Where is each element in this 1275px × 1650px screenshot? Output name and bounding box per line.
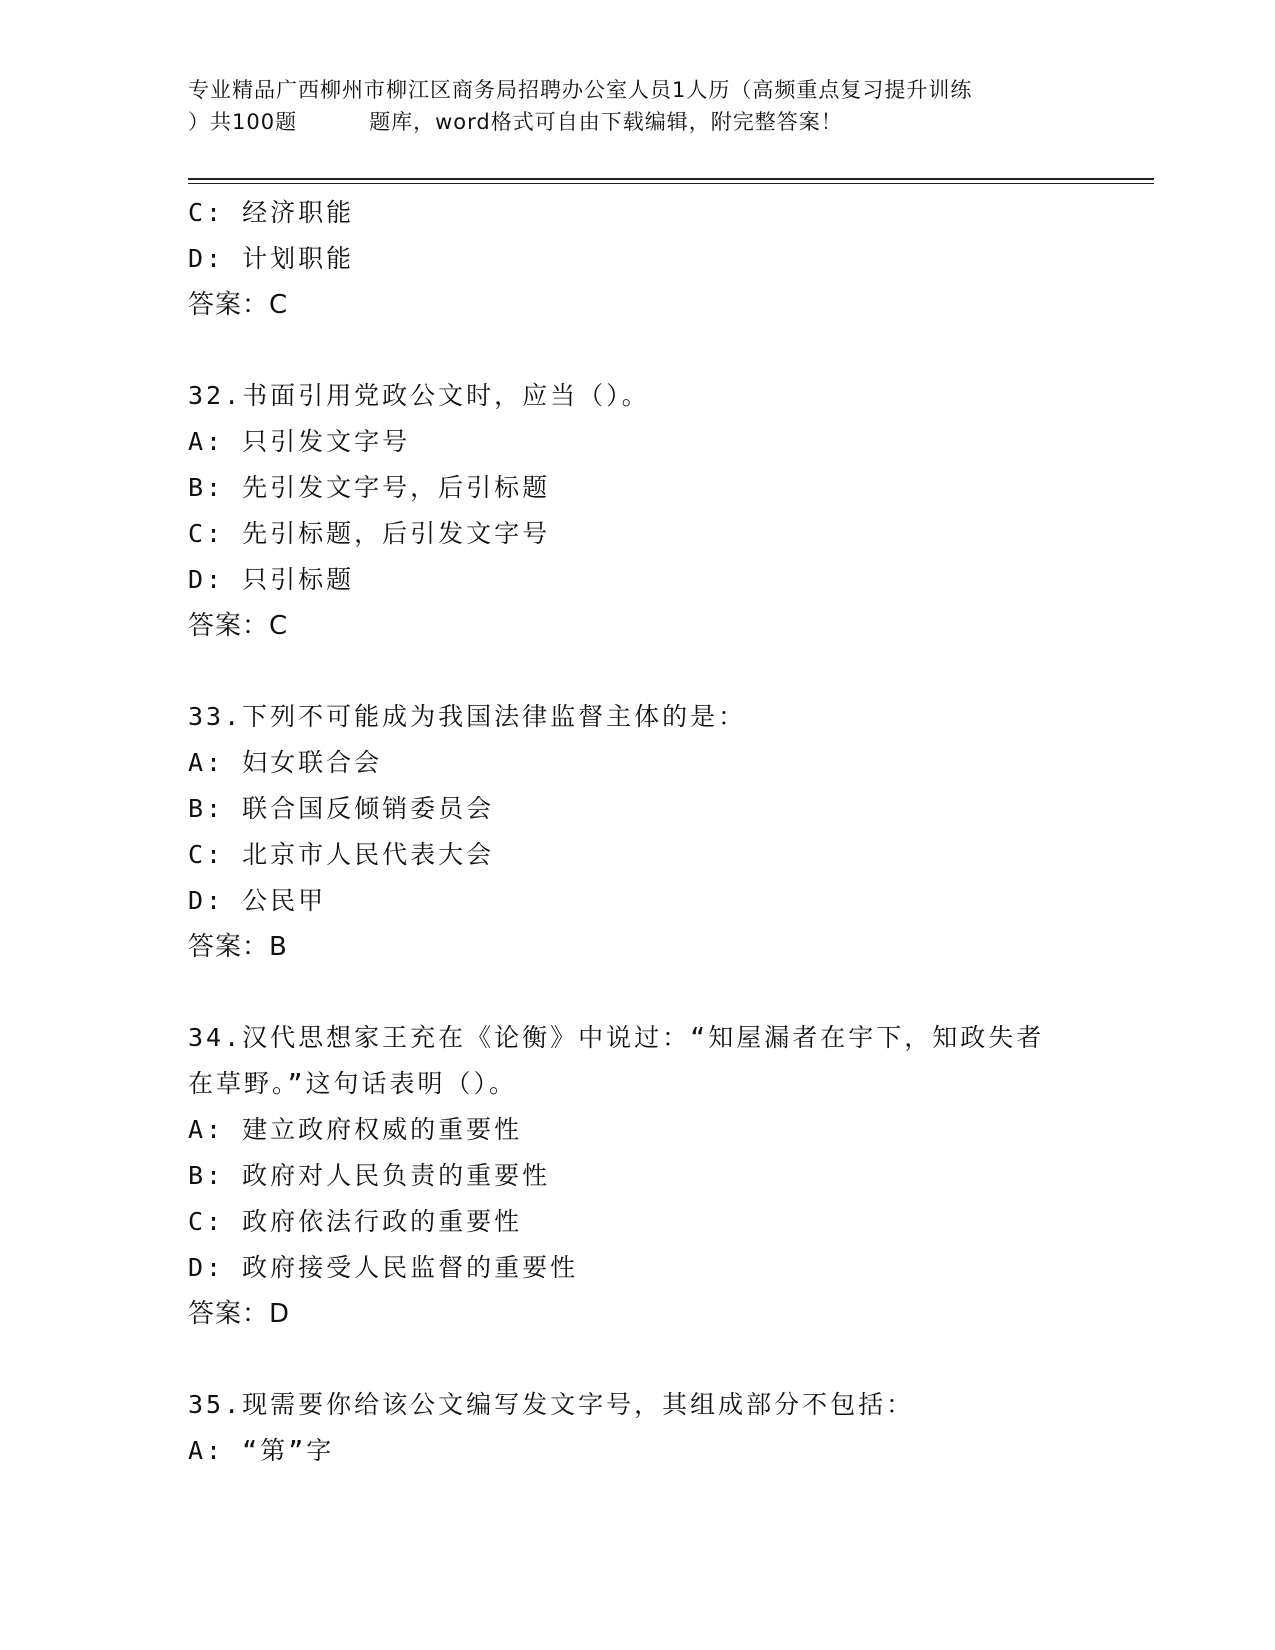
question-spacer xyxy=(188,970,1148,1015)
option-a: A: 只引发文字号 xyxy=(188,427,411,456)
header-line-2-part-b: 题库，word格式可自由下载编辑，附完整答案！ xyxy=(369,110,843,134)
header-divider-thick xyxy=(188,178,1154,180)
answer: 答案：C xyxy=(188,290,289,320)
question-list xyxy=(188,190,1148,1474)
option-c: C: 北京市人民代表大会 xyxy=(188,840,495,869)
option-c: C: 经济职能 xyxy=(188,198,355,227)
question-spacer xyxy=(188,328,1148,373)
answer: 答案：B xyxy=(188,932,288,962)
document-header xyxy=(188,74,1088,138)
question-33 xyxy=(188,694,1148,970)
question-stem-line-1: 34.汉代思想家王充在《论衡》中说过：“知屋漏者在宇下，知政失者 xyxy=(188,1023,1045,1052)
header-line-2-part-a: ）共100题 xyxy=(188,110,298,134)
question-stem: 33.下列不可能成为我国法律监督主体的是： xyxy=(188,702,747,731)
option-a: A: 妇女联合会 xyxy=(188,748,383,777)
option-d: D: 只引标题 xyxy=(188,565,355,594)
option-d: D: 公民甲 xyxy=(188,886,327,915)
question-stem: 32.书面引用党政公文时，应当（）。 xyxy=(188,381,650,410)
question-spacer xyxy=(188,649,1148,694)
option-d: D: 计划职能 xyxy=(188,244,355,273)
question-35 xyxy=(188,1382,1148,1474)
answer: 答案：D xyxy=(188,1299,291,1329)
question-spacer xyxy=(188,1337,1148,1382)
option-b: B: 政府对人民负责的重要性 xyxy=(188,1161,551,1190)
option-c: C: 政府依法行政的重要性 xyxy=(188,1207,523,1236)
option-b: B: 先引发文字号，后引标题 xyxy=(188,473,551,502)
answer: 答案：C xyxy=(188,611,289,641)
option-a: A: 建立政府权威的重要性 xyxy=(188,1115,523,1144)
question-32 xyxy=(188,373,1148,649)
question-stem: 35.现需要你给该公文编写发文字号，其组成部分不包括： xyxy=(188,1390,915,1419)
header-line-2 xyxy=(188,106,1088,138)
question-31-tail xyxy=(188,190,1148,328)
header-line-1: 专业精品广西柳州市柳江区商务局招聘办公室人员1人历（高频重点复习提升训练 xyxy=(188,78,973,102)
header-divider-thin xyxy=(188,183,1154,184)
question-stem-line-2: 在草野。”这句话表明（）。 xyxy=(188,1069,518,1098)
option-d: D: 政府接受人民监督的重要性 xyxy=(188,1253,579,1282)
question-34 xyxy=(188,1015,1148,1337)
option-a: A: “第”字 xyxy=(188,1436,335,1465)
option-b: B: 联合国反倾销委员会 xyxy=(188,794,495,823)
option-c: C: 先引标题，后引发文字号 xyxy=(188,519,551,548)
